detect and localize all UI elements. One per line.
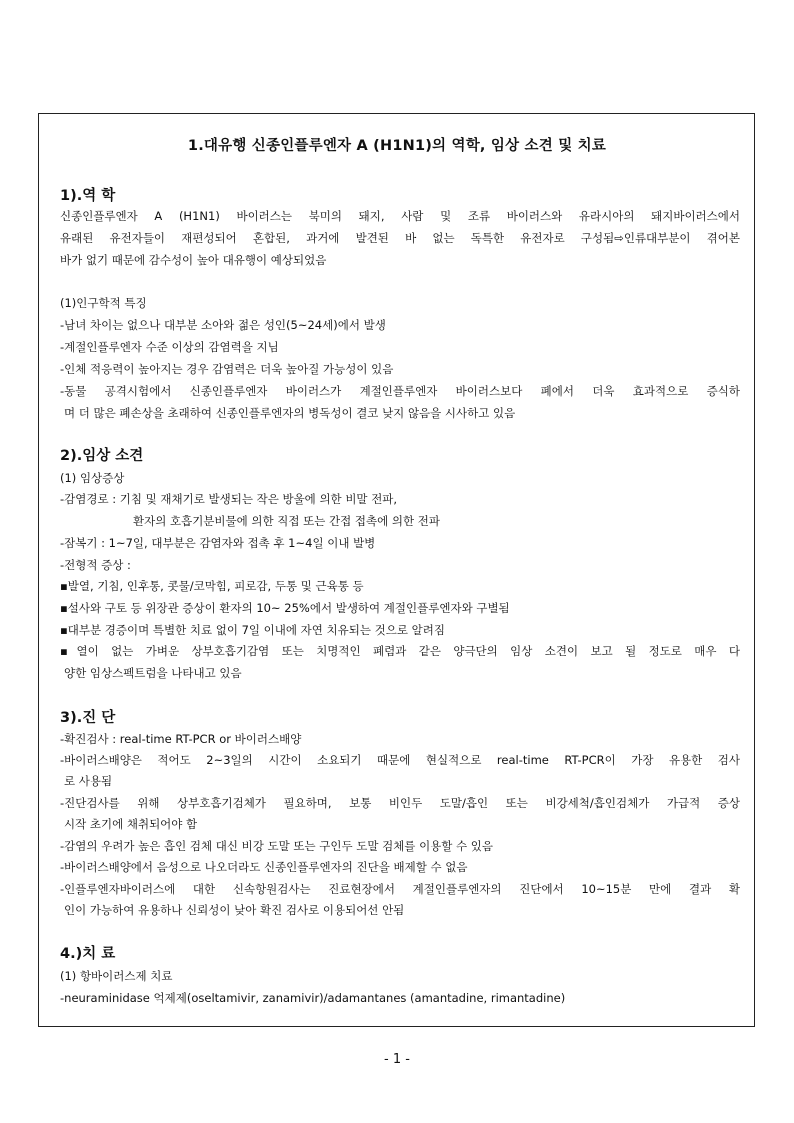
list-item: -바이러스배양에서 음성으로 나오더라도 신종인플루엔자의 진단을 배제할 수 없음: [60, 860, 468, 874]
list-item: -감염의 우려가 높은 흡인 검체 대신 비강 도말 또는 구인두 도말 검체를 이용할 수 있음: [60, 839, 494, 853]
paragraph-line: 바가 없기 때문에 감수성이 높아 대유행이 예상되었음: [60, 253, 327, 267]
list-item: -확진검사 : real-time RT-PCR or 바이러스배양: [60, 732, 302, 746]
list-item: -인플루엔자바이러스에 대한 신속항원검사는 진료현장에서 계절인플루엔자의 진단에서 10~15분 만에 결과 확: [60, 882, 740, 896]
section-heading-epidemiology: 1).역 학: [60, 188, 116, 204]
subheading: (1) 임상증상: [60, 471, 125, 485]
list-item: -남녀 차이는 없으나 대부분 소아와 젊은 성인(5~24세)에서 발생: [60, 318, 386, 332]
section-heading-clinical: 2).임상 소견: [60, 448, 144, 464]
paragraph-line: 신종인플루엔자 A (H1N1) 바이러스는 북미의 돼지, 사람 및 조류 바이러스와 유라시아의 돼지바이러스에서: [60, 209, 740, 223]
subheading: (1) 항바이러스제 치료: [60, 969, 173, 983]
document-title: 1.대유행 신종인플루엔자 A (H1N1)의 역학, 임상 소견 및 치료: [187, 138, 607, 154]
section-heading-diagnosis: 3).진 단: [60, 710, 116, 726]
list-item: -neuraminidase 억제제(oseltamivir, zanamivir)/adamantanes (amantadine, rimantadine): [60, 991, 566, 1005]
list-item: -잠복기 : 1~7일, 대부분은 감염자와 접촉 후 1~4일 이내 발병: [60, 536, 376, 550]
list-item: -동물 공격시험에서 신종인플루엔자 바이러스가 계절인플루엔자 바이러스보다 폐에서 더욱 효과적으로 증식하: [60, 384, 740, 398]
list-item: 며 더 많은 폐손상을 초래하여 신종인플루엔자의 병독성이 결코 낮지 않음을 시사하고 있음: [64, 406, 516, 420]
list-item: ▪열이 없는 가벼운 상부호흡기감염 또는 치명적인 폐렴과 같은 양극단의 임상 소견이 보고 될 정도로 매우 다: [60, 644, 740, 658]
list-item: 시작 초기에 채취되어야 함: [64, 817, 198, 831]
list-item: -바이러스배양은 적어도 2~3일의 시간이 소요되기 때문에 현실적으로 real-time RT-PCR이 가장 유용한 검사: [60, 753, 740, 767]
paragraph-line: 유래된 유전자들이 재편성되어 혼합된, 과거에 발견된 바 없는 독특한 유전자로 구성됨⇨인류대부분이 겪어본: [60, 231, 740, 245]
list-item: -전형적 증상 :: [60, 558, 131, 572]
list-item: -진단검사를 위해 상부호흡기검체가 필요하며, 보통 비인두 도말/흡인 또는 비강세척/흡인검체가 가급적 증상: [60, 796, 740, 810]
list-item: 인이 가능하여 유용하나 신뢰성이 낮아 확진 검사로 이용되어선 안됨: [64, 903, 405, 917]
subheading: (1)인구학적 특징: [60, 296, 147, 310]
list-item: 환자의 호흡기분비물에 의한 직접 또는 간접 접촉에 의한 전파: [133, 514, 440, 528]
list-item: ▪대부분 경증이며 특별한 치료 없이 7일 이내에 자연 치유되는 것으로 알려짐: [60, 623, 445, 637]
page-number: - 1 -: [384, 1052, 410, 1067]
list-item: 양한 임상스펙트럼을 나타내고 있음: [64, 666, 242, 680]
list-item: ▪발열, 기침, 인후통, 콧물/코막힘, 피로감, 두통 및 근육통 등: [60, 579, 364, 593]
list-item: 로 사용됨: [64, 774, 113, 788]
list-item: -감염경로 : 기침 및 재채기로 발생되는 작은 방울에 의한 비말 전파,: [60, 492, 398, 506]
section-heading-treatment: 4.)치 료: [60, 946, 116, 962]
list-item: -계절인플루엔자 수준 이상의 감염력을 지님: [60, 340, 279, 354]
list-item: -인체 적응력이 높아지는 경우 감염력은 더욱 높아질 가능성이 있음: [60, 362, 394, 376]
list-item: ▪설사와 구토 등 위장관 증상이 환자의 10~ 25%에서 발생하여 계절인플루엔자와 구별됨: [60, 601, 510, 615]
